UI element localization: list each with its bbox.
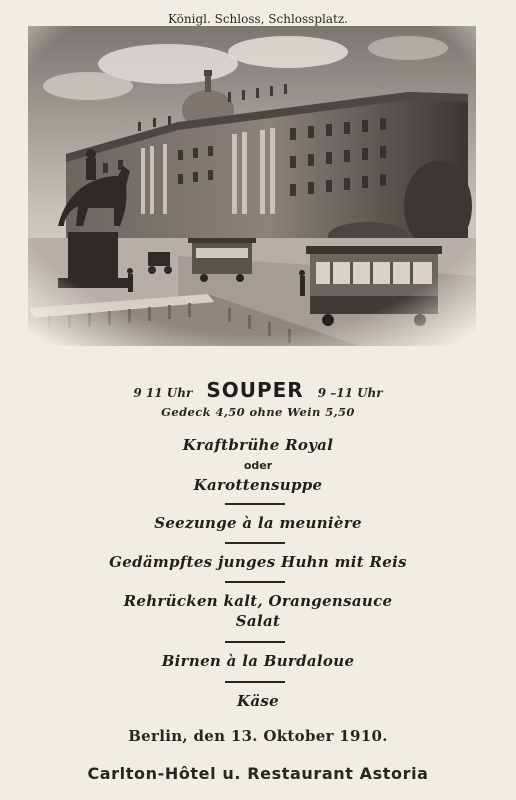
course-dessert: Birnen à la Burdaloue: [161, 652, 355, 670]
divider-rule: [225, 503, 285, 505]
course-game: Rehrücken kalt, Orangensauce: [123, 592, 393, 610]
course-separator-or: oder: [243, 459, 273, 472]
divider-rule: [225, 681, 285, 683]
divider-rule: [225, 542, 285, 544]
start-time-right: 9 –11 Uhr: [317, 386, 383, 400]
divider-rule: [225, 641, 285, 643]
date-line: Berlin, den 13. Oktober 1910.: [128, 727, 388, 745]
course-fish: Seezunge à la meunière: [154, 514, 362, 532]
course-salad: Salat: [235, 612, 281, 630]
menu-title: SOUPER: [206, 378, 304, 402]
palace-photograph: [28, 26, 476, 346]
course-poultry: Gedämpftes junges Huhn mit Reis: [109, 553, 407, 571]
price-line: Gedeck 4,50 ohne Wein 5,50: [161, 405, 355, 419]
photo-caption: Königl. Schloss, Schlossplatz.: [168, 12, 348, 26]
course-soup-1: Kraftbrühe Royal: [182, 436, 334, 454]
hotel-name: Carlton-Hôtel u. Restaurant Astoria: [87, 764, 429, 783]
course-cheese: Käse: [237, 692, 279, 710]
start-time-left: 9 11 Uhr: [133, 386, 193, 400]
divider-rule: [225, 581, 285, 583]
souper-heading-row: [0, 378, 516, 402]
course-soup-2: Karottensuppe: [193, 476, 323, 494]
